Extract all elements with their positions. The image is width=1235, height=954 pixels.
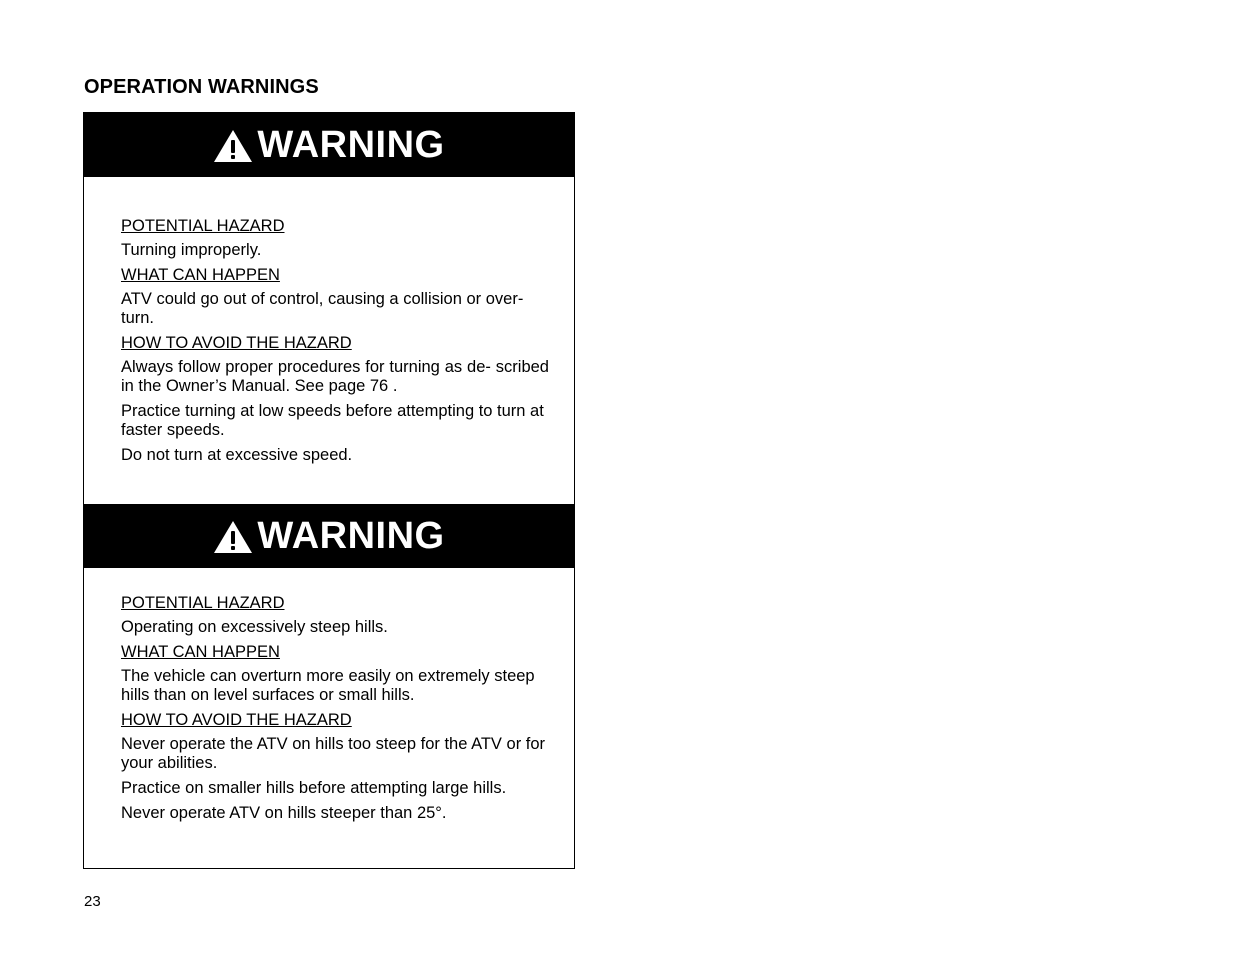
warning-body-2 xyxy=(121,594,549,829)
warning-triangle-icon xyxy=(213,129,253,163)
what-can-happen-text: The vehicle can overturn more easily on extremely steep hills than on level surfaces or small hills. xyxy=(121,667,535,704)
warning-banner-1 xyxy=(84,113,574,177)
warning-box xyxy=(83,112,575,869)
how-to-avoid-item: Never operate ATV on hills steeper than 25°. xyxy=(121,804,447,822)
how-to-avoid-item: Practice on smaller hills before attempting large hills. xyxy=(121,779,507,797)
how-to-avoid-heading: HOW TO AVOID THE HAZARD xyxy=(121,334,352,352)
warning-banner-text: WARNING xyxy=(257,123,445,166)
how-to-avoid-item: Practice turning at low speeds before attempting to turn at faster speeds. xyxy=(121,402,544,439)
potential-hazard-heading: POTENTIAL HAZARD xyxy=(121,217,285,235)
page-number: 23 xyxy=(84,893,101,910)
section-heading: OPERATION WARNINGS xyxy=(84,76,319,98)
how-to-avoid-item: Always follow proper procedures for turning as de- scribed in the Owner’s Manual. See page 76 . xyxy=(121,358,549,395)
potential-hazard-text: Turning improperly. xyxy=(121,241,262,259)
what-can-happen-heading: WHAT CAN HAPPEN xyxy=(121,643,280,661)
what-can-happen-text: ATV could go out of control, causing a collision or over- turn. xyxy=(121,290,524,327)
potential-hazard-text: Operating on excessively steep hills. xyxy=(121,618,388,636)
how-to-avoid-item: Do not turn at excessive speed. xyxy=(121,446,353,464)
warning-triangle-icon xyxy=(213,520,253,554)
warning-banner-text: WARNING xyxy=(257,514,445,557)
warning-body-1 xyxy=(121,217,549,471)
potential-hazard-heading: POTENTIAL HAZARD xyxy=(121,594,285,612)
how-to-avoid-heading: HOW TO AVOID THE HAZARD xyxy=(121,711,352,729)
what-can-happen-heading: WHAT CAN HAPPEN xyxy=(121,266,280,284)
warning-banner-2 xyxy=(84,504,574,568)
how-to-avoid-item: Never operate the ATV on hills too steep for the ATV or for your abilities. xyxy=(121,735,546,772)
